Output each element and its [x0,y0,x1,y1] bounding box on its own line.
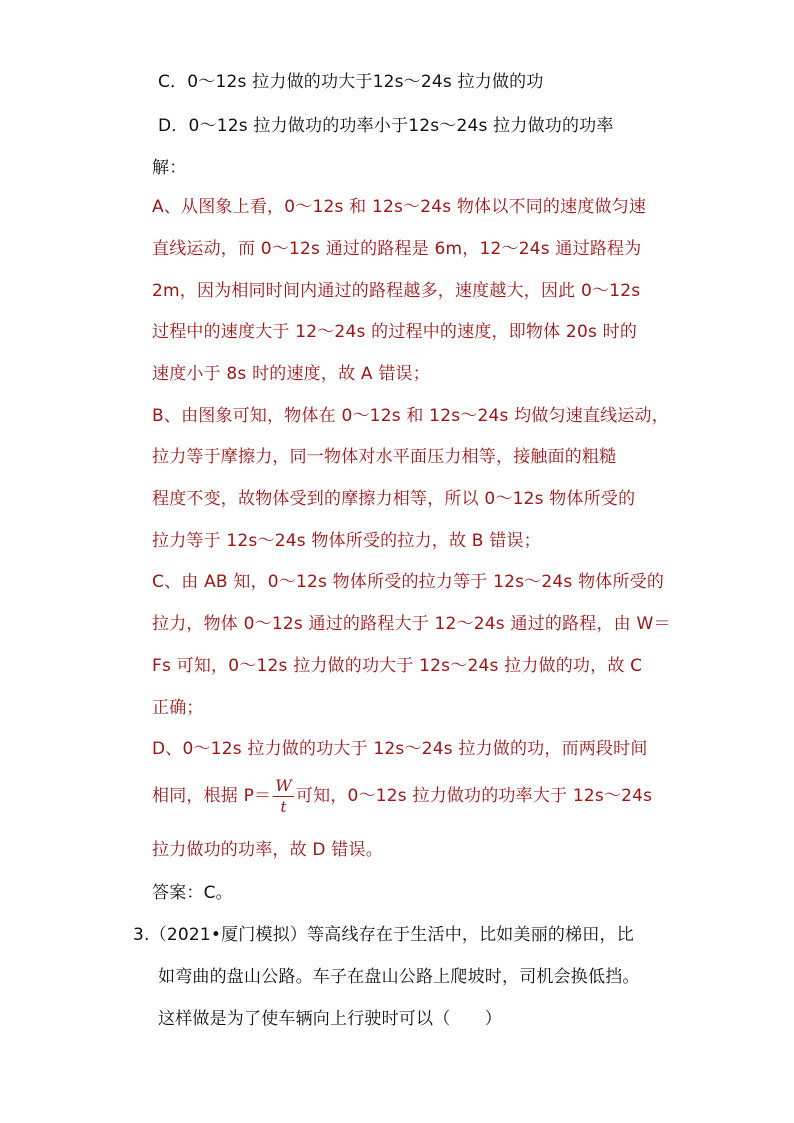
solution-line: 2m，因为相同时间内通过的路程越多，速度越大，因此 0～12s [152,281,641,301]
question-3-line: 3.（2021•厦门模拟）等高线存在于生活中，比如美丽的梯田，比 [133,925,634,945]
fraction-numerator: W [275,775,292,795]
solution-line: 过程中的速度大于 12～24s 的过程中的速度，即物体 20s 时的 [152,322,638,342]
option-c: C．0～12s 拉力做的功大于12s～24s 拉力做的功 [158,72,544,92]
power-formula-fraction [273,775,294,816]
solution-line: 速度小于 8s 时的速度，故 A 错误； [152,364,430,384]
formula-before: 相同，根据 P＝ [152,786,272,806]
solution-line: 拉力做功的功率，故 D 错误。 [152,840,383,860]
solution-heading: 解： [152,158,187,178]
solution-line: 拉力等于 12s～24s 物体所受的拉力，故 B 错误； [152,531,541,551]
solution-line: 正确； [152,698,204,718]
solution-line: A、从图象上看，0～12s 和 12s～24s 物体以不同的速度做匀速 [152,197,647,217]
solution-line: Fs 可知，0～12s 拉力做的功大于 12s～24s 拉力做的功，故 C [152,656,643,676]
question-3-line: 如弯曲的盘山公路。车子在盘山公路上爬坡时，司机会换低挡。 [158,967,640,987]
question-3-line: 这样做是为了使车辆向上行驶时可以（ ） [158,1009,502,1029]
solution-line: 直线运动，而 0～12s 通过的路程是 6m，12～24s 通过路程为 [152,239,642,259]
formula-line [152,774,652,818]
solution-line: B、由图象可知，物体在 0～12s 和 12s～24s 均做匀速直线运动， [152,406,669,426]
solution-line: 拉力等于摩擦力，同一物体对水平面压力相等，接触面的粗糙 [152,447,617,467]
solution-line: 拉力，物体 0～12s 通过的路程大于 12～24s 通过的路程，由 W＝ [152,614,671,634]
fraction-denominator: t [280,797,287,816]
solution-line: 程度不变，故物体受到的摩擦力相等，所以 0～12s 物体所受的 [152,489,636,509]
solution-line: D、0～12s 拉力做的功大于 12s～24s 拉力做的功，而两段时间 [152,739,648,759]
answer: 答案：C。 [152,883,233,903]
option-d: D．0～12s 拉力做功的功率小于12s～24s 拉力做功的功率 [158,116,614,136]
formula-after: 可知，0～12s 拉力做功的功率大于 12s～24s [295,786,653,806]
solution-line: C、由 AB 知，0～12s 物体所受的拉力等于 12s～24s 物体所受的 [152,572,665,592]
